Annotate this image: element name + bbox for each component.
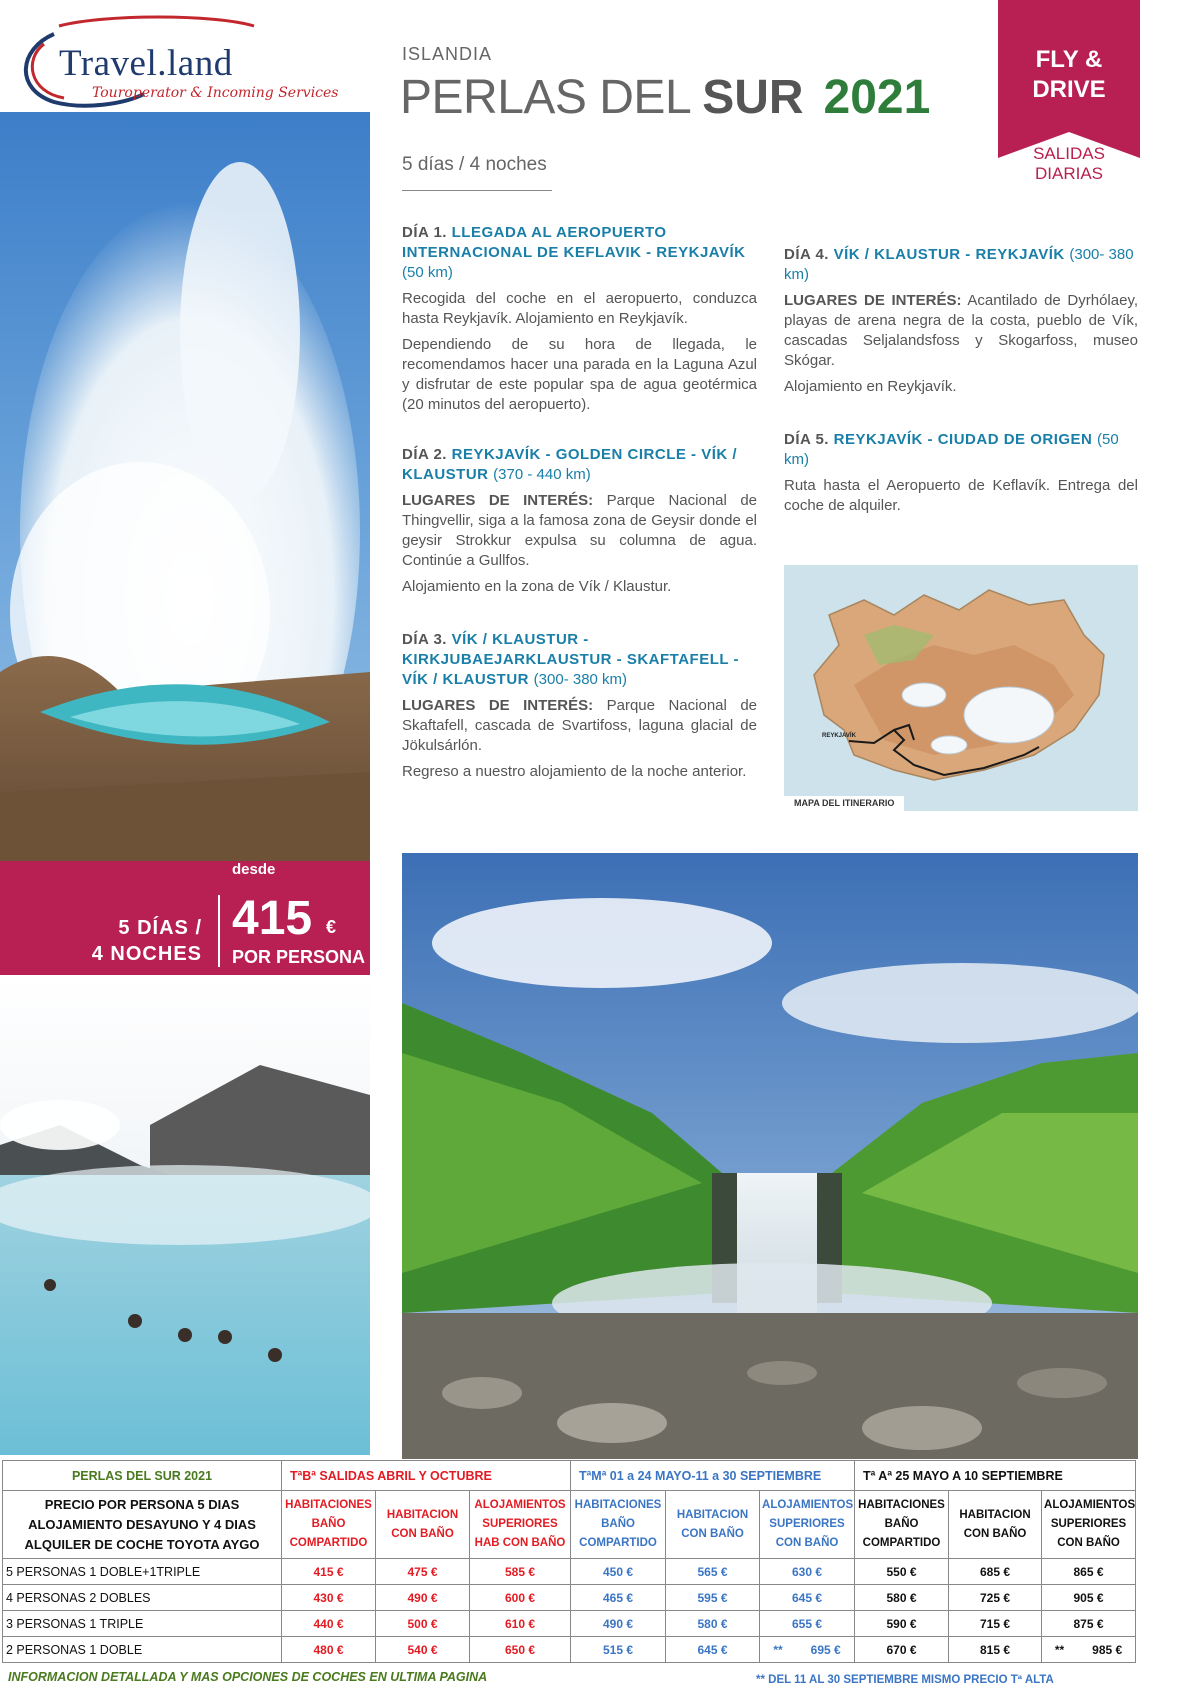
geyser-photo: [0, 112, 370, 898]
price-cell: 580 €: [855, 1585, 949, 1611]
price-cell: 670 €: [855, 1637, 949, 1663]
salidas-diarias: [998, 144, 1140, 184]
price-cell: 715 €: [949, 1611, 1042, 1637]
price-cell-marked: [760, 1637, 855, 1663]
interest-label: LUGARES DE INTERÉS:: [784, 292, 962, 309]
price-from-label: desde: [232, 861, 276, 878]
itinerary-day-5: [784, 430, 1138, 516]
day-description: [402, 696, 757, 756]
price-cell: 875 €: [1042, 1611, 1136, 1637]
title-light: PERLAS DEL: [400, 71, 703, 124]
divider: [402, 190, 552, 191]
price-cell: 590 €: [855, 1611, 949, 1637]
blue-lagoon-photo: [0, 975, 370, 1455]
price-cell: 905 €: [1042, 1585, 1136, 1611]
precio-line: ALQUILER DE COCHE TOYOTA AYGO: [24, 1536, 260, 1552]
itinerary-day-4: [784, 245, 1138, 397]
precio-line: ALOJAMIENTO DESAYUNO Y 4 DIAS: [28, 1516, 256, 1532]
row-label: 4 PERSONAS 2 DOBLES: [3, 1585, 282, 1611]
table-room-type-row: [3, 1491, 1136, 1559]
itinerary-map: [784, 565, 1138, 811]
price-box: [0, 861, 370, 976]
price-cell: 500 €: [376, 1611, 470, 1637]
fly-line: FLY &: [1035, 46, 1103, 73]
price-value: 695 €: [810, 1642, 841, 1657]
interest-text: Parque Nacional de Thingvellir, siga a la famosa zona de Geysir donde el geysir Strokkur expulsa su columna de agua. Continúe a Gullfos.: [402, 492, 757, 569]
country-label: ISLANDIA: [402, 44, 493, 64]
day-description: Recogida del coche en el aeropuerto, conduzca hasta Reykjavík. Alojamiento en Reykjavík.: [402, 290, 757, 327]
interest-text: Acantilado de Dyrhólaey, playas de arena negra de la costa, pueblo de Vík, cascadas Seljalandsfoss y Skogarfoss, museo Skógar.: [784, 292, 1139, 369]
price-cell: 540 €: [376, 1637, 470, 1663]
price-cell: 490 €: [376, 1585, 470, 1611]
day-route: REYKJAVÍK - GOLDEN CIRCLE - VÍK / KLAUSTUR: [402, 446, 738, 483]
table-season-row: [3, 1461, 1136, 1491]
price-cell: 490 €: [571, 1611, 666, 1637]
price-currency: €: [326, 917, 337, 937]
price-cell: 480 €: [282, 1637, 376, 1663]
price-value: 985 €: [1092, 1642, 1123, 1657]
price-cell: 685 €: [949, 1559, 1042, 1585]
room-type-header: ALOJAMIENTOS SUPERIORES CON BAÑO: [1042, 1491, 1136, 1559]
table-row: [3, 1559, 1136, 1585]
room-type-header: HABITACION CON BAÑO: [666, 1491, 760, 1559]
salidas-line: SALIDAS: [1033, 144, 1105, 163]
price-per-person: POR PERSONA: [232, 947, 366, 967]
price-cell: 440 €: [282, 1611, 376, 1637]
row-label: 5 PERSONAS 1 DOBLE+1TRIPLE: [3, 1559, 282, 1585]
day-note: Dependiendo de su hora de llegada, le recomendamos hacer una parada en la Laguna Azul y disfrutar de este popular spa de agua geotérmica (20 minutos del aeropuerto).: [402, 336, 757, 413]
day-description: [402, 491, 757, 571]
price-cell: 725 €: [949, 1585, 1042, 1611]
table-row: [3, 1637, 1136, 1663]
price-nights: 4 NOCHES: [91, 943, 202, 965]
price-cell: 430 €: [282, 1585, 376, 1611]
interest-label: LUGARES DE INTERÉS:: [402, 697, 594, 714]
interest-text: Parque Nacional de Skaftafell, cascada de Svartifoss, laguna glacial de Jökulsárlón.: [402, 697, 757, 754]
room-type-header: HABITACION CON BAÑO: [376, 1491, 470, 1559]
table-row: [3, 1611, 1136, 1637]
season-mid: TªMª 01 a 24 MAYO-11 a 30 SEPTIEMBRE: [571, 1461, 855, 1491]
price-cell: 630 €: [760, 1559, 855, 1585]
price-cell: 450 €: [571, 1559, 666, 1585]
day-lodging: Regreso a nuestro alojamiento de la noche anterior.: [402, 763, 747, 780]
interest-label: LUGARES DE INTERÉS:: [402, 492, 594, 509]
room-type-header: HABITACIONES BAÑO COMPARTIDO: [571, 1491, 666, 1559]
day-number: DÍA 2.: [402, 446, 447, 463]
brand-logo: [14, 14, 374, 110]
asterisk-marker: **: [1054, 1642, 1065, 1657]
day-description: [784, 291, 1138, 371]
day-distance: (50 km): [784, 431, 1119, 468]
drive-line: DRIVE: [1032, 76, 1106, 103]
price-amount: 415: [232, 892, 313, 945]
price-divider: [218, 895, 220, 967]
day-distance: (370 - 440 km): [493, 466, 591, 483]
day-heading: [402, 630, 757, 690]
day-distance: (300- 380 km): [533, 671, 628, 688]
itinerary-day-2: [402, 445, 757, 597]
row-label: 2 PERSONAS 1 DOBLE: [3, 1637, 282, 1663]
price-cell: 815 €: [949, 1637, 1042, 1663]
room-type-header: HABITACIONES BAÑO COMPARTIDO: [282, 1491, 376, 1559]
day-route: VÍK / KLAUSTUR - KIRKJUBAEJARKLAUSTUR - SKAFTAFELL - VÍK / KLAUSTUR: [402, 631, 739, 688]
price-duration: [72, 915, 202, 967]
table-row: [3, 1585, 1136, 1611]
room-type-header: HABITACION CON BAÑO: [949, 1491, 1042, 1559]
table-title: PERLAS DEL SUR 2021: [3, 1461, 282, 1491]
room-type-header: HABITACIONES BAÑO COMPARTIDO: [855, 1491, 949, 1559]
fly-drive-label: [998, 45, 1140, 105]
day-route: VÍK / KLAUSTUR - REYKJAVÍK: [833, 246, 1065, 263]
price-cell: 610 €: [470, 1611, 571, 1637]
title-bold: SUR: [702, 71, 804, 124]
day-heading: [402, 445, 757, 485]
day-route: REYKJAVÍK - CIUDAD DE ORIGEN: [833, 431, 1093, 448]
day-heading: [784, 245, 1138, 285]
price-cell: 595 €: [666, 1585, 760, 1611]
day-distance: (300- 380 km): [784, 246, 1134, 283]
price-cell: 600 €: [470, 1585, 571, 1611]
map-city-label: REYKJAVÍK: [822, 733, 856, 739]
page-title: [400, 70, 930, 125]
price-cell: 565 €: [666, 1559, 760, 1585]
price-cell: 645 €: [760, 1585, 855, 1611]
price-cell: 475 €: [376, 1559, 470, 1585]
diarias-line: DIARIAS: [1034, 164, 1104, 183]
footer-note-right: ** DEL 11 AL 30 SEPTIEMBRE MISMO PRECIO Tª ALTA: [756, 1674, 1054, 1686]
map-caption: MAPA DEL ITINERARIO: [784, 796, 904, 811]
price-cell: 650 €: [470, 1637, 571, 1663]
day-lodging: Alojamiento en Reykjavík.: [784, 378, 957, 395]
day-number: DÍA 1.: [402, 224, 447, 241]
day-number: DÍA 5.: [784, 431, 829, 448]
price-cell: 865 €: [1042, 1559, 1136, 1585]
price-cell: 645 €: [666, 1637, 760, 1663]
price-cell: 415 €: [282, 1559, 376, 1585]
day-number: DÍA 3.: [402, 631, 447, 648]
precio-line: PRECIO POR PERSONA 5 DIAS: [44, 1496, 240, 1512]
room-type-header: ALOJAMIENTOS SUPERIORES CON BAÑO: [760, 1491, 855, 1559]
price-cell: 515 €: [571, 1637, 666, 1663]
iceland-map-icon: [784, 565, 1138, 811]
day-heading: [402, 223, 757, 283]
brand-name: Travel.land: [59, 43, 233, 84]
season-low: TªBª SALIDAS ABRIL Y OCTUBRE: [282, 1461, 571, 1491]
price-table: [2, 1460, 1136, 1663]
day-route: LLEGADA AL AEROPUERTO INTERNACIONAL DE KEFLAVIK - REYKJAVÍK: [402, 224, 746, 261]
price-cell: 580 €: [666, 1611, 760, 1637]
table-precio-desc: [3, 1491, 282, 1559]
asterisk-marker: **: [773, 1642, 783, 1657]
row-label: 3 PERSONAS 1 TRIPLE: [3, 1611, 282, 1637]
price-cell: 550 €: [855, 1559, 949, 1585]
season-high: Tª Aª 25 MAYO A 10 SEPTIEMBRE: [855, 1461, 1136, 1491]
price-cell: 585 €: [470, 1559, 571, 1585]
price-days: 5 DÍAS /: [118, 917, 202, 939]
price-cell-marked: [1042, 1637, 1136, 1663]
day-heading: [784, 430, 1138, 470]
price-cell: 465 €: [571, 1585, 666, 1611]
footer-note-left: INFORMACION DETALLADA Y MAS OPCIONES DE COCHES EN ULTIMA PAGINA: [8, 1670, 488, 1684]
day-number: DÍA 4.: [784, 246, 829, 263]
brand-tagline: Touroperator & Incoming Services: [92, 85, 339, 101]
price-cell: 655 €: [760, 1611, 855, 1637]
waterfall-photo: [402, 853, 1138, 1459]
room-type-header: ALOJAMIENTOS SUPERIORES HAB CON BAÑO: [470, 1491, 571, 1559]
trip-duration: 5 días / 4 noches: [402, 154, 547, 175]
itinerary-day-1: [402, 223, 757, 415]
day-distance: (50 km): [402, 264, 453, 281]
day-lodging: Alojamiento en la zona de Vík / Klaustur.: [402, 578, 672, 595]
title-year: 2021: [823, 71, 931, 124]
itinerary-day-3: [402, 630, 757, 782]
day-description: Ruta hasta el Aeropuerto de Keflavík. Entrega del coche de alquiler.: [784, 477, 1138, 514]
